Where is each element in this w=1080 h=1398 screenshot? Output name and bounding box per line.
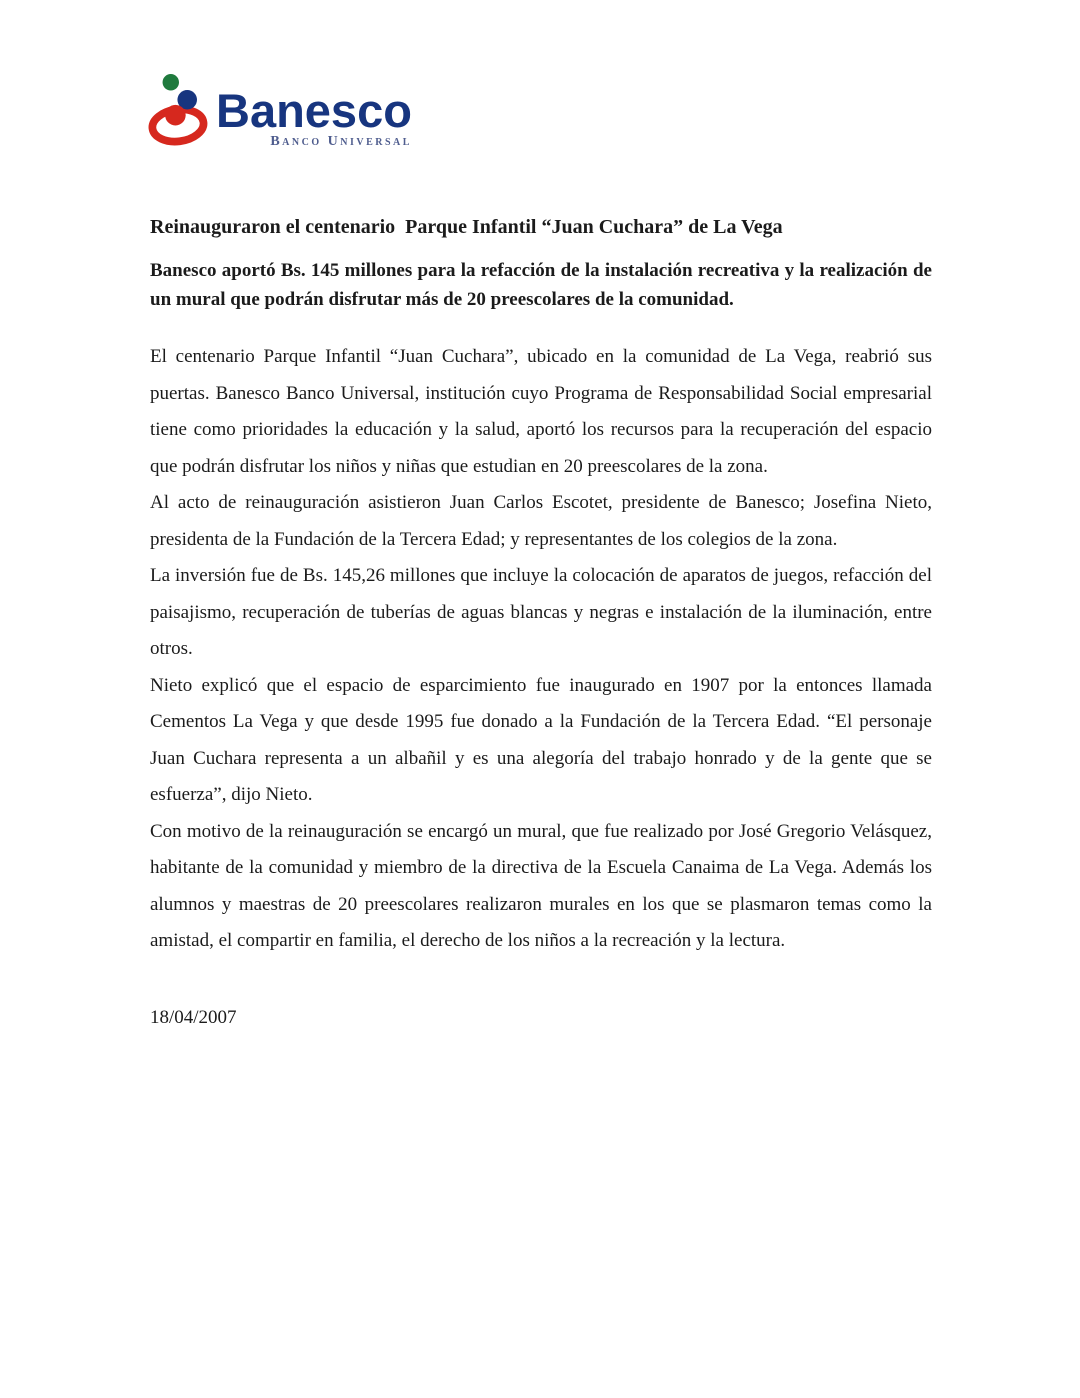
article-paragraph: La inversión fue de Bs. 145,26 millones que incluye la colocación de aparatos de juegos, refacción del paisajismo, recuperación de tuberías de aguas blancas y negras e instalación de la iluminación, entre otros. [150,565,932,659]
article-content [150,212,932,1030]
logo-green-dot [163,74,179,90]
logo-tagline-text: Banco Universal [270,134,412,149]
banesco-logo-icon [148,72,210,146]
logo-brand-text: Banesco [216,84,412,137]
article-paragraph: El centenario Parque Infantil “Juan Cuchara”, ubicado en la comunidad de La Vega, reabrió sus puertas. Banesco Banco Universal, institución cuyo Programa de Responsabilidad Social empresarial tiene como prioridades la educación y la salud, aportó los recursos para la recuperación del espacio que podrán disfrutar los niños y niñas que estudian en 20 preescolares de la zona. [150,346,932,477]
article-paragraph: Al acto de reinauguración asistieron Juan Carlos Escotet, presidente de Banesco; Josefina Nieto, presidenta de la Fundación de la Tercera Edad; y representantes de los colegios de la zona. [150,492,932,550]
article-paragraph: Con motivo de la reinauguración se encargó un mural, que fue realizado por José Gregorio Velásquez, habitante de la comunidad y miembro de la directiva de la Escuela Canaima de La Vega. Además los alumnos y maestras de 20 preescolares realizaron murales en los que se plasmaron temas como la amistad, el compartir en familia, el derecho de los niños a la recreación y la lectura. [150,820,932,951]
article-title: Reinauguraron el centenario Parque Infantil “Juan Cuchara” de La Vega [150,216,783,238]
article-date: 18/04/2007 [150,1006,237,1028]
logo-text-column [216,84,412,149]
article-paragraph: Nieto explicó que el espacio de esparcimiento fue inaugurado en 1907 por la entonces llamada Cementos La Vega y que desde 1995 fue donado a la Fundación de la Tercera Edad. “El personaje Juan Cuchara representa a un albañil y es una alegoría del trabajo honrado y de la gente que se esfuerza”, dijo Nieto. [150,674,932,805]
article-lead: Banesco aportó Bs. 145 millones para la refacción de la instalación recreativa y la realización de un mural que podrán disfrutar más de 20 preescolares de la comunidad. [150,260,932,310]
banesco-logo [148,72,412,149]
article-body [150,339,932,960]
logo-red-dot [165,105,186,126]
